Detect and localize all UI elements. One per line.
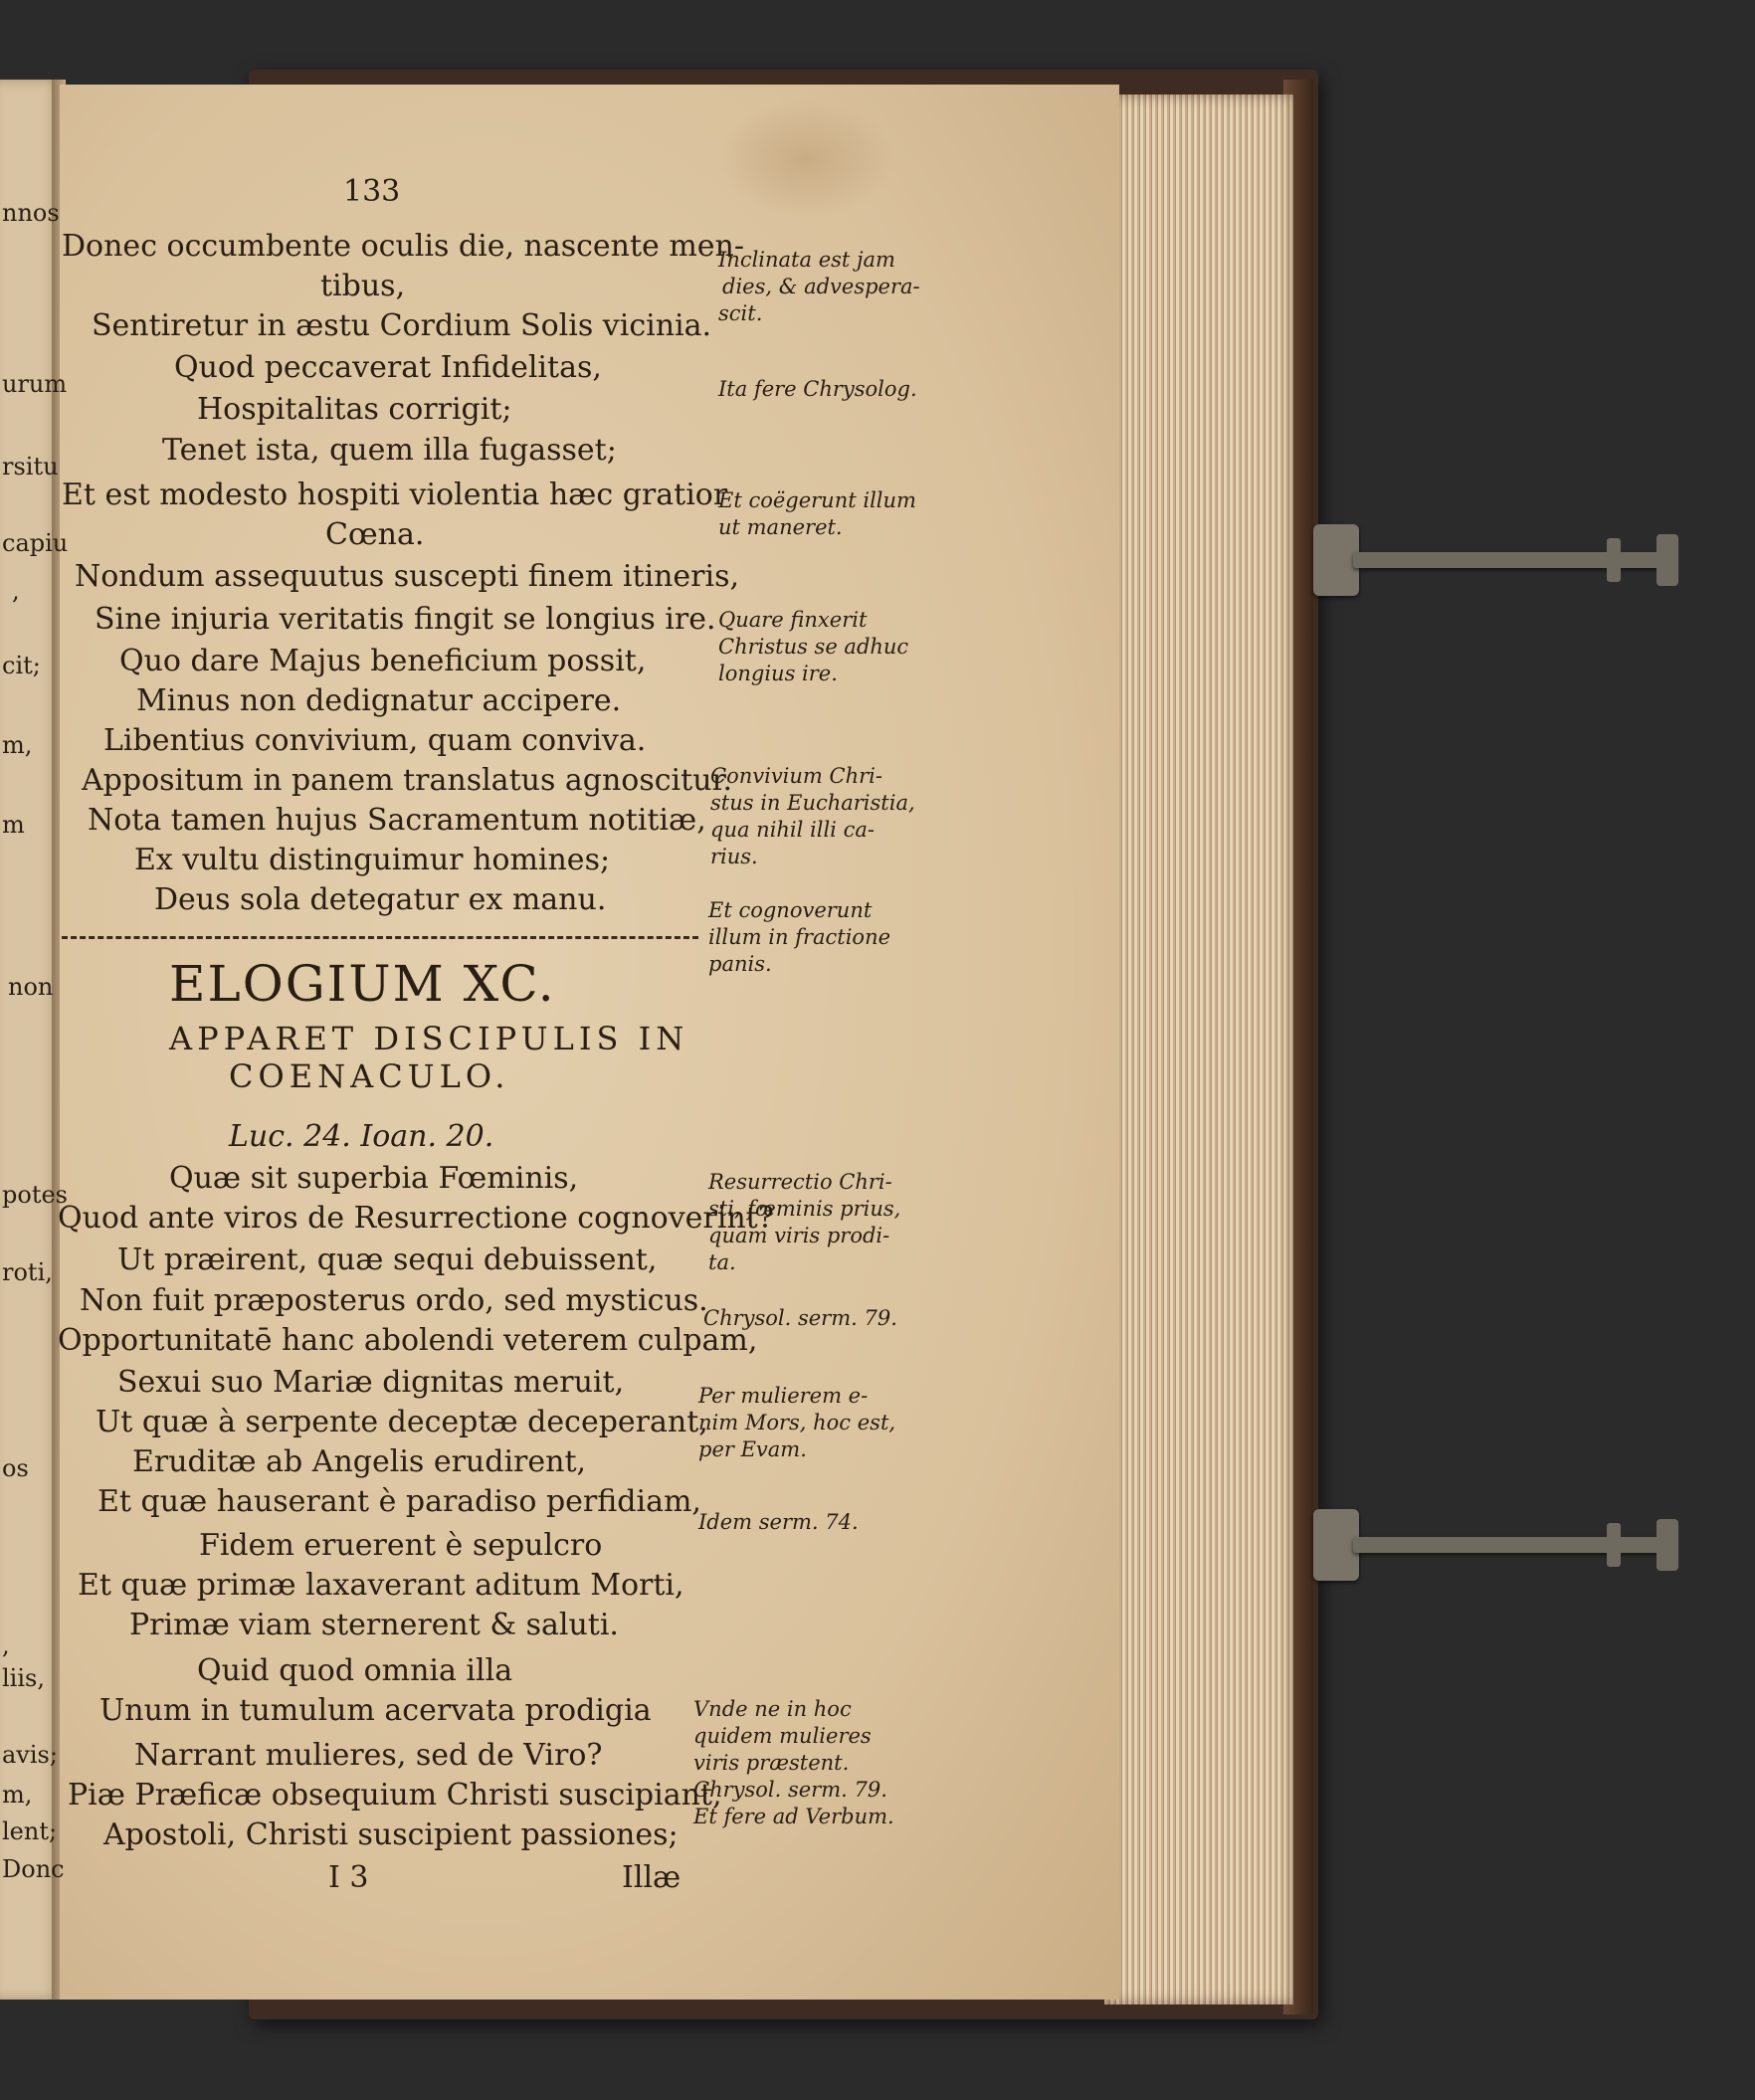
- verse-line: Narrant mulieres, sed de Viro?: [134, 1738, 603, 1773]
- verse-line: Quod peccaverat Infidelitas,: [174, 350, 602, 385]
- verse-line: Cœna.: [325, 517, 425, 552]
- page-number: 133: [343, 174, 401, 209]
- left-fragment: m,: [2, 731, 33, 759]
- verse-line: Minus non dedignatur accipere.: [136, 683, 622, 718]
- upper-clasp: [1313, 542, 1691, 578]
- marginal-note-line: nim Mors, hoc est,: [698, 1411, 896, 1434]
- left-fragment: capiu: [2, 529, 69, 557]
- marginal-note: [708, 1169, 900, 1276]
- left-fragment: urum: [2, 370, 68, 398]
- left-fragment: lent;: [2, 1817, 58, 1845]
- verse-line: Donec occumbente oculis die, nascente men-: [62, 229, 745, 264]
- verse-line: Eruditæ ab Angelis erudirent,: [132, 1444, 587, 1479]
- left-fragment: ,: [2, 1631, 10, 1659]
- verse-line: Appositum in panem translatus agnoscitur.: [82, 763, 733, 798]
- verse-line: tibus,: [320, 269, 406, 303]
- left-fragment: os: [2, 1454, 29, 1482]
- verse-line: Hospitalitas corrigit;: [197, 392, 512, 427]
- left-fragment: potes: [2, 1181, 68, 1209]
- marginal-note-line: longius ire.: [718, 662, 838, 685]
- verse-line: Piæ Præficæ obsequium Christi suscipiant,: [68, 1778, 722, 1813]
- section-rule: [62, 936, 698, 939]
- marginal-note-line: ut maneret.: [718, 515, 843, 539]
- left-fragment: Donc: [2, 1855, 65, 1883]
- verse-line: Nondum assequutus suscepti finem itineris,: [75, 559, 740, 594]
- left-fragment: roti,: [2, 1258, 53, 1286]
- verse-line: Sentiretur in æstu Cordium Solis vicinia.: [92, 308, 712, 343]
- verse-line: Quid quod omnia illa: [197, 1653, 513, 1688]
- verse-line: Ut quæ à serpente deceptæ deceperant,: [96, 1405, 708, 1439]
- marginal-note-line: Vnde ne in hoc: [693, 1697, 852, 1721]
- marginal-note: [708, 897, 890, 978]
- marginal-note: [693, 1696, 894, 1830]
- marginal-note: [718, 247, 920, 327]
- page-block-edges: [1104, 95, 1293, 2005]
- left-fragment: ,: [12, 577, 20, 605]
- left-fragment: cit;: [2, 652, 41, 679]
- page-stain: [716, 99, 895, 219]
- marginal-note: [718, 487, 916, 541]
- section-subheading: APPARET DISCIPULIS IN: [169, 1020, 689, 1057]
- catchword: Illæ: [622, 1860, 682, 1895]
- verse-line: Apostoli, Christi suscipient passiones;: [103, 1817, 679, 1852]
- verse-line: Et quæ primæ laxaverant aditum Morti,: [78, 1568, 684, 1603]
- verse-line: Libentius convivium, quam conviva.: [103, 723, 647, 758]
- marginal-note: [710, 763, 915, 870]
- marginal-note-line: qua nihil illi ca-: [710, 818, 875, 842]
- left-fragment: avis;: [2, 1741, 58, 1769]
- marginal-note-line: rius.: [710, 845, 758, 868]
- marginal-note: [703, 1305, 897, 1332]
- scripture-reference: Luc. 24. Ioan. 20.: [229, 1119, 494, 1154]
- left-fragment: non: [8, 973, 54, 1001]
- marginal-note-line: per Evam.: [698, 1437, 807, 1461]
- marginal-note-line: illum in fractione: [708, 925, 891, 949]
- marginal-note-line: Et cognoverunt: [708, 898, 873, 922]
- marginal-note-line: quidem mulieres: [693, 1724, 872, 1748]
- marginal-note: [718, 376, 917, 403]
- verse-line: Ex vultu distinguimur homines;: [134, 843, 611, 877]
- verse-line: Opportunitatē hanc abolendi veterem culpam,: [58, 1323, 758, 1358]
- left-fragment: liis,: [2, 1664, 45, 1692]
- verse-line: Nota tamen hujus Sacramentum notitiæ,: [88, 803, 706, 838]
- verse-line: Quo dare Majus beneficium possit,: [119, 644, 647, 678]
- marginal-note-line: Inclinata est jam: [718, 248, 895, 272]
- marginal-note-line: panis.: [708, 952, 772, 976]
- marginal-note-line: ta.: [708, 1250, 736, 1274]
- marginal-note-line: stus in Eucharistia,: [710, 791, 915, 815]
- marginal-note-line: Per mulierem e-: [698, 1384, 869, 1408]
- marginal-note-line: Convivium Chri-: [710, 764, 882, 788]
- verse-line: Quæ sit superbia Fœminis,: [169, 1161, 579, 1196]
- marginal-note-line: quam viris prodi-: [708, 1224, 890, 1247]
- marginal-note: [718, 607, 908, 687]
- verse-line: Et quæ hauserant è paradiso perfidiam,: [98, 1484, 701, 1519]
- marginal-note-line: Resurrectio Chri-: [708, 1170, 892, 1194]
- verse-line: Et est modesto hospiti violentia hæc gratior: [62, 477, 728, 512]
- marginal-note-line: Et fere ad Verbum.: [693, 1805, 894, 1828]
- marginal-note-line: Christus se adhuc: [718, 635, 909, 659]
- verse-line: Fidem eruerent è sepulcro: [199, 1528, 603, 1563]
- verse-line: Primæ viam sternerent & saluti.: [129, 1608, 619, 1642]
- marginal-note-line: sti, fœminis prius,: [708, 1197, 901, 1221]
- verse-line: Ut præirent, quæ sequi debuissent,: [117, 1242, 658, 1277]
- marginal-note-line: Chrysol. serm. 79.: [693, 1778, 887, 1802]
- verse-line: Sine injuria veritatis fingit se longius ire.: [95, 602, 716, 637]
- left-fragment: nnos: [2, 199, 60, 227]
- marginal-note-line: dies, & advespera-: [722, 275, 920, 298]
- left-fragment: m: [2, 811, 25, 839]
- marginal-note-line: viris præstent.: [693, 1751, 850, 1775]
- marginal-note-line: Idem serm. 74.: [698, 1510, 859, 1534]
- signature-mark: I 3: [328, 1860, 369, 1895]
- left-fragment: rsitu: [2, 453, 59, 480]
- marginal-note-line: Et coëgerunt illum: [718, 488, 916, 512]
- verse-line: Sexui suo Mariæ dignitas meruit,: [117, 1365, 625, 1400]
- verse-line: Deus sola detegatur ex manu.: [154, 882, 607, 917]
- marginal-note: [698, 1383, 895, 1463]
- section-heading: ELOGIUM XC.: [169, 955, 556, 1013]
- verse-line: Unum in tumulum acervata prodigia: [99, 1693, 652, 1728]
- marginal-note: [698, 1509, 859, 1536]
- section-subheading: COENACULO.: [229, 1057, 510, 1095]
- marginal-note-line: Quare finxerit: [718, 608, 868, 632]
- left-fragment: m,: [2, 1781, 33, 1809]
- verse-line: Tenet ista, quem illa fugasset;: [162, 433, 617, 468]
- marginal-note-line: Ita fere Chrysolog.: [718, 377, 917, 401]
- marginal-note-line: scit.: [718, 301, 763, 325]
- marginal-note-line: Chrysol. serm. 79.: [703, 1306, 897, 1330]
- lower-clasp: [1313, 1527, 1691, 1563]
- verse-line: Quod ante viros de Resurrectione cognoverint?: [58, 1201, 774, 1236]
- verse-line: Non fuit præposterus ordo, sed mysticus.: [80, 1283, 708, 1318]
